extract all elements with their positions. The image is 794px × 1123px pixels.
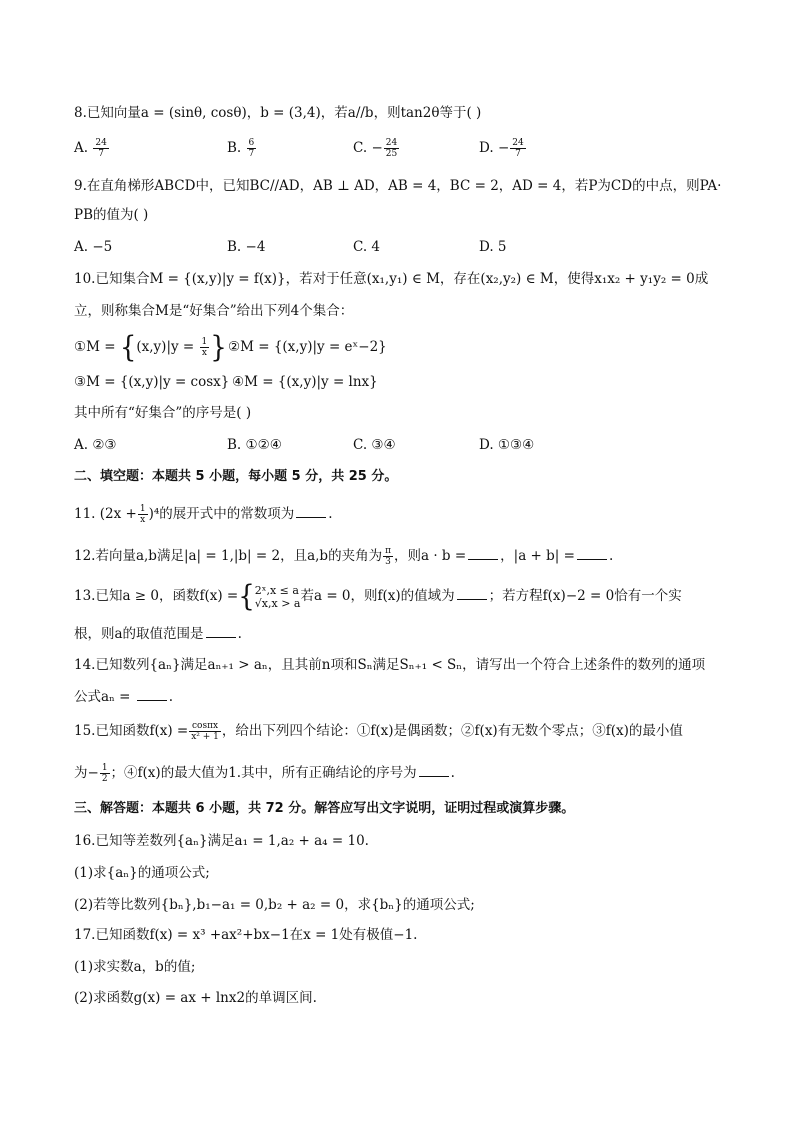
answer-blank [468, 547, 498, 560]
q13-line1: 13.已知a ≥ 0，函数f(x) ={ 2ˣ,x ≤ a √x,x > a 若a = 0，则f(x)的值域为 ；若方程f(x)−2 = 0恰有一个实 [74, 580, 682, 613]
q16-stem: 16.已知等差数列{aₙ}满足a₁ = 1,a₂ + a₄ = 10. [74, 833, 369, 849]
q17-part2: (2)求函数g(x) = ax + lnx2的单调区间. [74, 990, 317, 1006]
q10-option-a: A. ②③ [74, 437, 117, 453]
q8-option-d: D. − $\frac{24}{7}$ [479, 138, 524, 159]
q9-option-b: B. −4 [227, 239, 266, 255]
q8-option-b: B. $\frac{6}{7}$ [227, 138, 255, 159]
q11: 11. (2x + $\frac{1}{x}$ )⁴的展开式中的常数项为 . [74, 504, 333, 525]
left-brace-icon: { [119, 331, 137, 364]
q10-option-c: C. ③④ [353, 437, 396, 453]
q9-option-a: A. −5 [74, 239, 113, 255]
q10-option-d: D. ①③④ [479, 437, 535, 453]
q15-line2: 为− $\frac{1}{2}$ ；④f(x)的最大值为1.其中，所有正确结论的序号为 . [74, 763, 455, 784]
q17-stem: 17.已知函数f(x) = x³ +ax²+bx−1在x = 1处有极值−1. [74, 927, 418, 943]
q15-line1: 15.已知函数f(x) = $\frac{\cos\pi x}{\text{x² + 1}}$ ，给出下列四个结论：①f(x)是偶函数；②f(x)有无数个零点；③f(x)的最小值 [74, 721, 683, 742]
right-brace-icon: } [210, 331, 227, 364]
answer-blank [419, 764, 449, 777]
q10-question: 其中所有“好集合”的序号是( ) [74, 405, 252, 421]
q13-line2: 根，则a的取值范围是 . [74, 626, 242, 642]
answer-blank [137, 688, 167, 701]
q8-stem: 8.已知向量a = (sinθ, cosθ)，b = (3,4)，若a//b，则tan2θ等于( ) [74, 105, 482, 121]
q17-part1: (1)求实数a，b的值; [74, 959, 196, 975]
q16-part1: (1)求{aₙ}的通项公式; [74, 865, 210, 881]
q10-stem-line2: 立，则称集合M是“好集合”给出下列4个集合： [74, 303, 354, 319]
q9-stem-line1: 9.在直角梯形ABCD中，已知BC//AD，AB ⊥ AD，AB = 4，BC = 2，AD = 4，若P为CD的中点，则PA· [74, 178, 722, 194]
q10-option-b: B. ①②④ [227, 437, 282, 453]
q16-part2: (2)若等比数列{bₙ},b₁−a₁ = 0,b₂ + a₂ = 0，求{bₙ}的通项公式; [74, 897, 475, 913]
section-fill-in-heading: 二、填空题：本题共 5 小题，每小题 5 分，共 25 分。 [74, 469, 398, 484]
q14-line1: 14.已知数列{aₙ}满足aₙ₊₁ > aₙ，且其前n项和Sₙ满足Sₙ₊₁ < Sₙ，请写出一个符合上述条件的数列的通项 [74, 657, 706, 673]
q10-set3: ③M = {(x,y)|y = cosx} [74, 374, 230, 390]
q10-set2: ②M = {(x,y)|y = eˣ−2} [228, 339, 387, 355]
q8-option-c: C. − $\frac{24}{25}$ [353, 138, 398, 159]
q14-line2: 公式aₙ = . [74, 689, 174, 705]
answer-blank [577, 547, 607, 560]
q9-option-d: D. 5 [479, 239, 507, 255]
cases-brace-icon: { [238, 580, 255, 613]
answer-blank [206, 625, 236, 638]
q10-stem-line1: 10.已知集合M = {(x,y)|y = f(x)}，若对于任意(x₁,y₁) ∈ M，存在(x₂,y₂) ∈ M，使得x₁x₂ + y₁y₂ = 0成 [74, 271, 709, 287]
q12: 12.若向量a,b满足|a| = 1,|b| = 2，且a,b的夹角为 $\frac{\pi}{3}$ ，则a · b = ，|a + b| = . [74, 546, 614, 567]
q10-set1: ①M = {(x,y)|y = $\frac{1}{x}$ } [74, 331, 227, 364]
section-solutions-heading: 三、解答题：本题共 6 小题，共 72 分。解答应写出文字说明，证明过程或演算步骤。 [74, 801, 575, 816]
q10-set4: ④M = {(x,y)|y = lnx} [232, 374, 378, 390]
q8-option-a: A. $\frac{24}{7}$ [74, 138, 107, 159]
answer-blank [296, 505, 326, 518]
q9-stem-line2: PB的值为( ) [74, 207, 149, 223]
answer-blank [457, 587, 487, 600]
q9-option-c: C. 4 [353, 239, 381, 255]
